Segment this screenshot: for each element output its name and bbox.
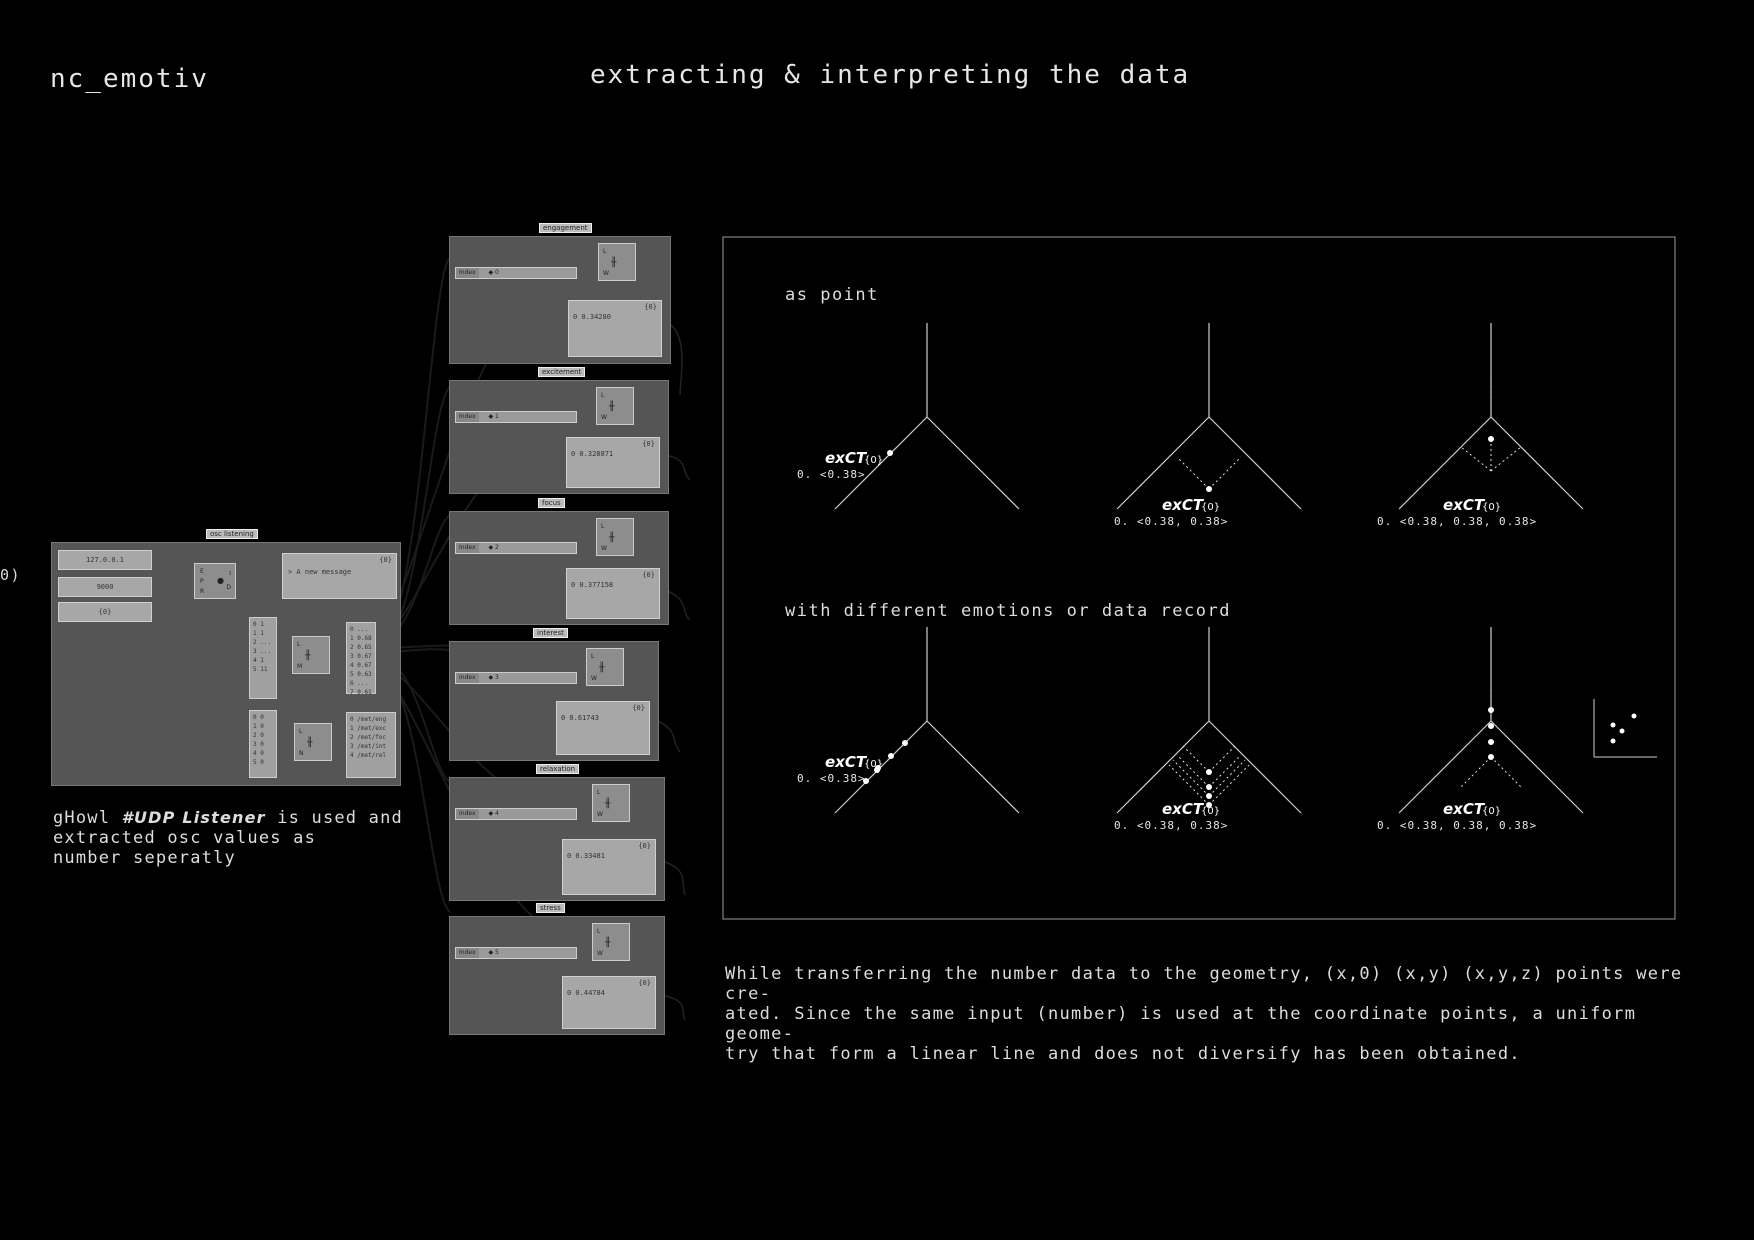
point-1d <box>887 450 893 456</box>
ex-label-3d-top: exCT <box>1443 496 1485 514</box>
list-entry: 0 /met/eng <box>350 716 387 723</box>
list-entry: 1 1 <box>253 630 264 637</box>
list-entry: 5 0 <box>253 759 264 766</box>
left-edge-fragment: 0) <box>0 566 22 584</box>
statement-line-3: try that form a linear line and does not diversify has been obtained. <box>725 1044 1521 1064</box>
list-entry: 1 /met/exc <box>350 725 387 732</box>
value-header: {0} <box>642 571 655 579</box>
page-title: extracting & interpreting the data <box>590 60 1191 90</box>
metric-tag-interest: interest <box>533 628 568 638</box>
list-entry: 4 1 <box>253 657 264 664</box>
metric-tag-stress: stress <box>536 903 565 913</box>
list-entry: 6 ... <box>350 680 369 687</box>
coord-3d-top: 0. <0.38, 0.38, 0.38> <box>1377 515 1538 528</box>
value-text: 0 0.44784 <box>567 989 605 997</box>
buffer-input[interactable]: {0} <box>58 602 152 622</box>
ex-sub-2d-bottom: {0} <box>1201 806 1221 817</box>
list-item-component[interactable]: L ╫ W <box>592 923 630 961</box>
list-entry: 0 ... <box>350 626 369 633</box>
list-entry: 1 0.68 <box>350 635 372 642</box>
port-input[interactable]: 9000 <box>58 577 152 597</box>
ex-sub-2d-top: {0} <box>1201 502 1221 513</box>
ex-label-1d-top: exCT <box>825 449 867 467</box>
list-entry: 0 1 <box>253 621 264 628</box>
point-3d <box>1488 436 1494 442</box>
list-entry: 2 0 <box>253 732 264 739</box>
slider-name: Index <box>456 673 479 683</box>
legend-point-3 <box>1611 723 1616 728</box>
list-entry: 0 0 <box>253 714 264 721</box>
list-item-component[interactable]: L ╫ W <box>592 784 630 822</box>
metric-tag-relaxation: relaxation <box>536 764 579 774</box>
value-header: {0} <box>644 303 657 311</box>
legend-axis-icon <box>1594 699 1657 757</box>
slider-name: Index <box>456 809 479 819</box>
ex-sub-1d-top: {0} <box>864 455 884 466</box>
list-entry: 7 0.61 <box>350 689 372 696</box>
axis-1d-bottom <box>835 627 1019 813</box>
ex-label-2d-bottom: exCT <box>1162 800 1204 818</box>
statement-paragraph <box>725 964 1685 1064</box>
coord-1d-bottom: 0. <0.38> <box>797 772 866 785</box>
point-2d-b2 <box>1206 784 1212 790</box>
label-different-emotions: with different emotions or data record <box>785 601 1231 621</box>
ex-label-2d-top: exCT <box>1162 496 1204 514</box>
list-item-component[interactable]: L ╫ W <box>586 648 624 686</box>
value-header: {0} <box>632 704 645 712</box>
slider-value: ◆ 3 <box>488 674 499 681</box>
axis-1d-top <box>835 323 1019 509</box>
list-entry: 2 ... <box>253 639 272 646</box>
udp-receiver-component[interactable]: E P R ● I D <box>194 563 236 599</box>
slider-value: ◆ 2 <box>488 544 499 551</box>
value-header: {0} <box>642 440 655 448</box>
value-text: 0 0.34280 <box>573 313 611 321</box>
list-entry: 4 0 <box>253 750 264 757</box>
project-name: nc_emotiv <box>50 64 209 94</box>
coord-3d-bottom: 0. <0.38, 0.38, 0.38> <box>1377 819 1538 832</box>
metric-tag-engagement: engagement <box>539 223 592 233</box>
split-component[interactable]: L ╫ M <box>292 636 330 674</box>
list-entry: 5 11 <box>253 666 268 673</box>
slider-value: ◆ 1 <box>488 413 499 420</box>
ex-label-3d-bottom: exCT <box>1443 800 1485 818</box>
message-header: {0} <box>379 556 392 564</box>
slider-name: Index <box>456 412 479 422</box>
legend-point-4 <box>1632 714 1637 719</box>
list-item-component[interactable]: L ╫ W <box>598 243 636 281</box>
slider-value: ◆ 4 <box>488 810 499 817</box>
caption-prefix: gHowl <box>53 808 111 828</box>
point-3d-b2 <box>1488 723 1494 729</box>
list-entry: 3 0.67 <box>350 653 372 660</box>
udp-listener-tag: osc listening <box>206 529 258 539</box>
point-3d-b4 <box>1488 754 1494 760</box>
coord-2d-top: 0. <0.38, 0.38> <box>1114 515 1229 528</box>
list-entry: 3 0 <box>253 741 264 748</box>
list-entry: 3 ... <box>253 648 272 655</box>
list-entry: 2 /met/foc <box>350 734 387 741</box>
ex-sub-3d-bottom: {0} <box>1482 806 1502 817</box>
list-entry: 4 0.67 <box>350 662 372 669</box>
slider-value: ◆ 5 <box>488 949 499 956</box>
point-2d-b3 <box>1206 793 1212 799</box>
slider-value: ◆ 0 <box>488 269 499 276</box>
list-entry: 3 /met/int <box>350 743 387 750</box>
list-entry: 2 0.65 <box>350 644 372 651</box>
legend-point-2 <box>1620 729 1625 734</box>
list-item-component[interactable]: L ╫ W <box>596 387 634 425</box>
point-2d <box>1206 486 1212 492</box>
slider-name: Index <box>456 543 479 553</box>
coord-1d-top: 0. <0.38> <box>797 468 866 481</box>
caption-line2: extracted osc values as <box>53 828 317 848</box>
ex-sub-3d-top: {0} <box>1482 502 1502 513</box>
metric-tag-focus: focus <box>538 498 565 508</box>
caption-line1-rest: is used and <box>265 808 403 828</box>
caption-emphasis: #UDP Listener <box>121 808 266 827</box>
ex-label-1d-bottom: exCT <box>825 753 867 771</box>
value-header: {0} <box>638 842 651 850</box>
list-entry: 1 0 <box>253 723 264 730</box>
ip-input[interactable]: 127.0.0.1 <box>58 550 152 570</box>
metric-tag-excitement: excitement <box>538 367 585 377</box>
point-1d-b3 <box>888 753 894 759</box>
label-as-point: as point <box>785 285 879 305</box>
path-split-component[interactable]: L ╫ N <box>294 723 332 761</box>
point-1d-b4 <box>902 740 908 746</box>
point-3d-b1 <box>1488 707 1494 713</box>
list-item-component[interactable]: L ╫ W <box>596 518 634 556</box>
value-text: 0 0.61743 <box>561 714 599 722</box>
value-header: {0} <box>638 979 651 987</box>
list-entry: 4 /met/rel <box>350 752 387 759</box>
legend-point-1 <box>1611 739 1616 744</box>
message-text: > A new message <box>288 568 352 576</box>
list-entry: 5 0.63 <box>350 671 372 678</box>
axis-2d-top <box>1117 323 1301 509</box>
coord-2d-bottom: 0. <0.38, 0.38> <box>1114 819 1229 832</box>
slider-name: Index <box>456 268 479 278</box>
ex-sub-1d-bottom: {0} <box>864 759 884 770</box>
value-text: 0 0.33481 <box>567 852 605 860</box>
statement-line-1: While transferring the number data to the geometry, (x,0) (x,y) (x,y,z) points were cre- <box>725 964 1683 1004</box>
caption-line3: number seperatly <box>53 848 236 868</box>
value-text: 0 0.377158 <box>571 581 614 589</box>
value-text: 0 0.328871 <box>571 450 614 458</box>
point-3d-b3 <box>1488 739 1494 745</box>
slider-name: Index <box>456 948 479 958</box>
statement-line-2: ated. Since the same input (number) is used at the coordinate points, a uniform geome- <box>725 1004 1637 1044</box>
point-2d-b1 <box>1206 769 1212 775</box>
